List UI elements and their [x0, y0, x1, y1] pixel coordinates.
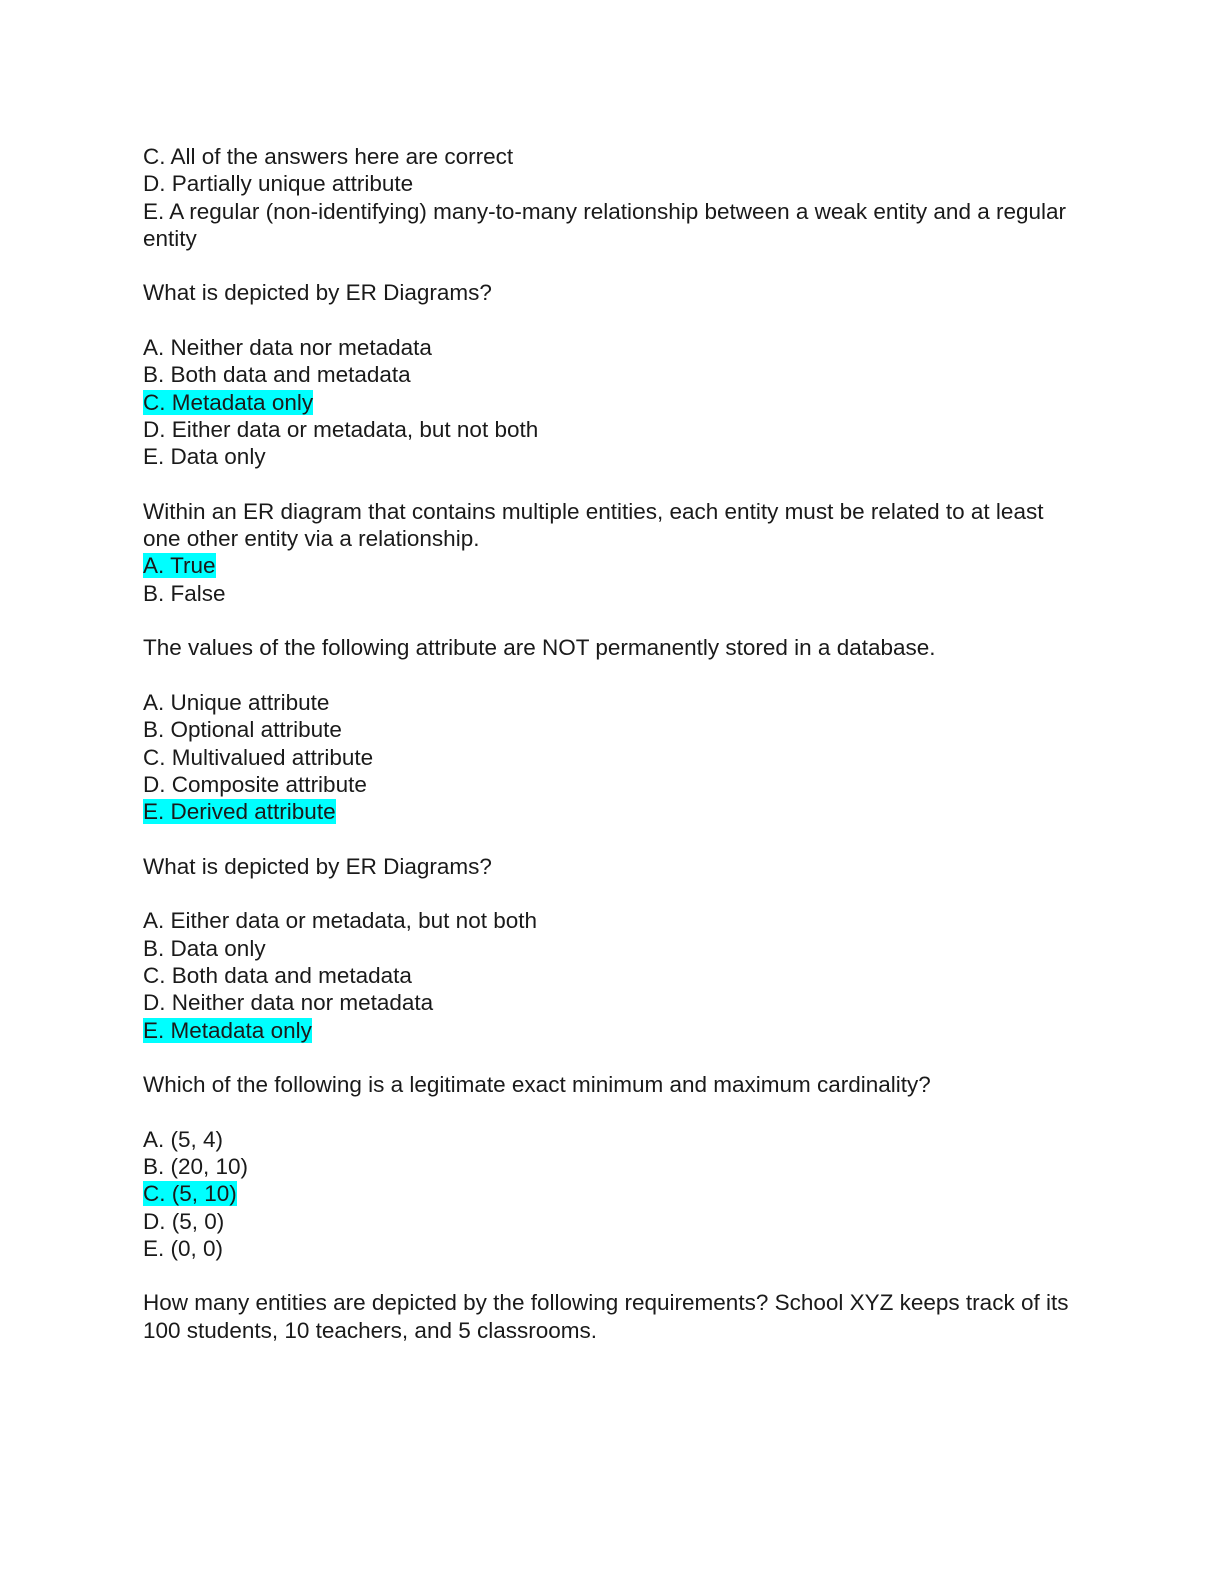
document-page	[143, 143, 1083, 1344]
line-text: D. (5, 0)	[143, 1208, 225, 1234]
text-line	[143, 1153, 1083, 1180]
blank-line	[143, 1262, 1083, 1289]
text-line	[143, 170, 1083, 197]
line-text: B. (20, 10)	[143, 1153, 249, 1179]
highlighted-answer-text: E. Derived attribute	[143, 799, 336, 825]
text-line	[143, 279, 1083, 306]
blank-line	[143, 662, 1083, 689]
line-text: Within an ER diagram that contains multiple entities, each entity must be related to at least one other entity via a relationship.	[143, 498, 1044, 552]
text-line	[143, 143, 1083, 170]
text-line	[143, 1235, 1083, 1262]
line-text: Which of the following is a legitimate exact minimum and maximum cardinality?	[143, 1072, 931, 1098]
line-text: E. A regular (non-identifying) many-to-many relationship between a weak entity and a regular entity	[143, 198, 1067, 251]
text-line	[143, 334, 1083, 361]
text-line	[143, 1126, 1083, 1153]
line-text: D. Neither data nor metadata	[143, 990, 434, 1016]
line-text: What is depicted by ER Diagrams?	[143, 853, 492, 879]
line-text: D. Either data or metadata, but not both	[143, 416, 539, 442]
line-text: E. Data only	[143, 444, 266, 470]
text-line	[143, 443, 1083, 470]
text-line	[143, 771, 1083, 798]
highlighted-answer-line	[143, 1017, 1083, 1044]
text-line	[143, 416, 1083, 443]
blank-line	[143, 825, 1083, 852]
line-text: A. Neither data nor metadata	[143, 335, 432, 361]
blank-line	[143, 252, 1083, 279]
line-text: A. Either data or metadata, but not both	[143, 908, 538, 934]
text-line	[143, 962, 1083, 989]
blank-line	[143, 880, 1083, 907]
highlighted-answer-line	[143, 1180, 1083, 1207]
text-line	[143, 198, 1083, 253]
text-line	[143, 634, 1083, 661]
text-line	[143, 716, 1083, 743]
line-text: How many entities are depicted by the following requirements? School XYZ keeps track of its 100 students, 10 teachers, and 5 classrooms.	[143, 1290, 1069, 1343]
blank-line	[143, 1044, 1083, 1071]
text-line	[143, 1289, 1083, 1344]
highlighted-answer-line	[143, 552, 1083, 579]
text-line	[143, 907, 1083, 934]
text-line	[143, 935, 1083, 962]
line-text: C. Both data and metadata	[143, 962, 412, 988]
text-line	[143, 580, 1083, 607]
blank-line	[143, 307, 1083, 334]
line-text: The values of the following attribute are NOT permanently stored in a database.	[143, 635, 936, 661]
blank-line	[143, 1098, 1083, 1125]
line-text: C. Multivalued attribute	[143, 744, 374, 770]
line-text: What is depicted by ER Diagrams?	[143, 280, 492, 306]
line-text: D. Partially unique attribute	[143, 171, 414, 197]
blank-line	[143, 471, 1083, 498]
highlighted-answer-text: A. True	[143, 553, 216, 579]
line-text: D. Composite attribute	[143, 771, 367, 797]
line-text: C. All of the answers here are correct	[143, 144, 514, 169]
text-line	[143, 1071, 1083, 1098]
line-text: E. (0, 0)	[143, 1235, 224, 1261]
text-line	[143, 853, 1083, 880]
line-text: B. Both data and metadata	[143, 362, 411, 388]
highlighted-answer-text: C. Metadata only	[143, 389, 314, 415]
line-text: A. (5, 4)	[143, 1126, 224, 1152]
highlighted-answer-line	[143, 798, 1083, 825]
text-line	[143, 361, 1083, 388]
line-text: B. Data only	[143, 935, 266, 961]
blank-line	[143, 607, 1083, 634]
highlighted-answer-line	[143, 389, 1083, 416]
highlighted-answer-text: C. (5, 10)	[143, 1181, 237, 1207]
text-line	[143, 1208, 1083, 1235]
line-text: B. Optional attribute	[143, 717, 342, 743]
text-line	[143, 498, 1083, 553]
text-line	[143, 689, 1083, 716]
line-text: A. Unique attribute	[143, 689, 330, 715]
line-text: B. False	[143, 580, 226, 606]
highlighted-answer-text: E. Metadata only	[143, 1017, 312, 1043]
text-line	[143, 989, 1083, 1016]
text-line	[143, 744, 1083, 771]
